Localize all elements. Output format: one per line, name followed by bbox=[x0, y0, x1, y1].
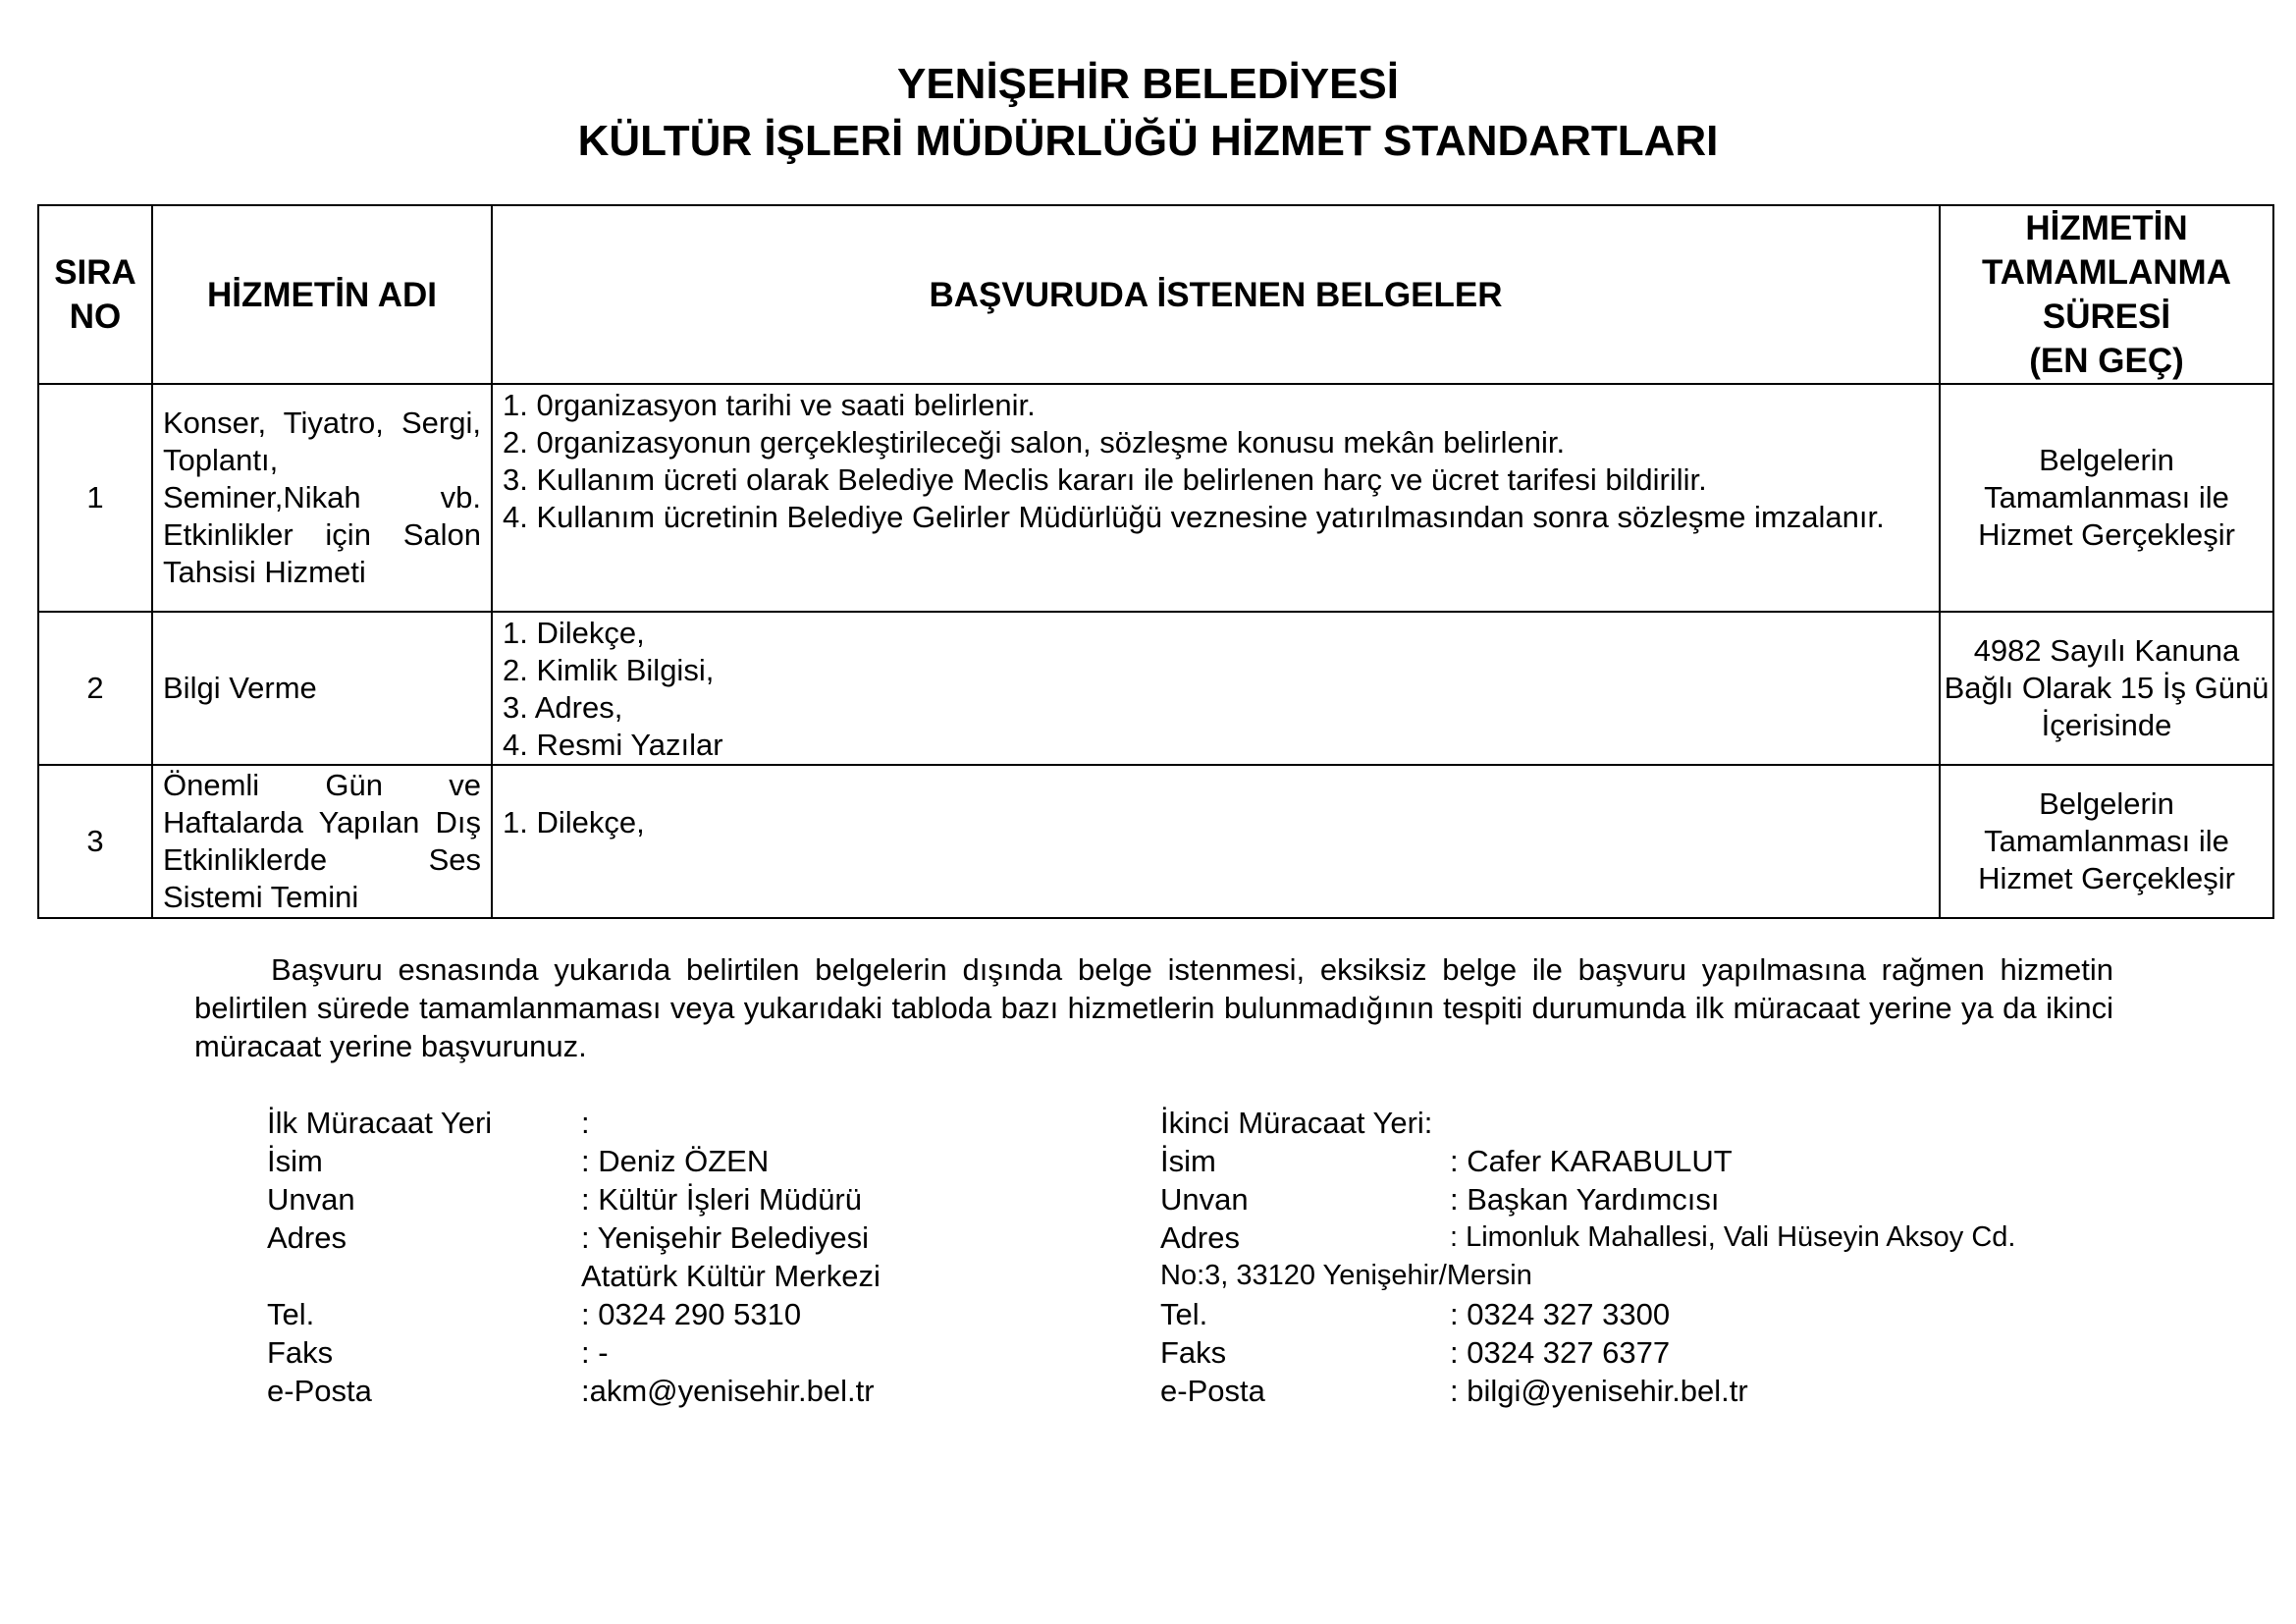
completion-duration: 4982 Sayılı Kanuna Bağlı Olarak 15 İş Günü İçerisinde bbox=[1940, 612, 2273, 765]
table-header-row bbox=[38, 205, 2273, 384]
second-contact-fax-label: Faks bbox=[1160, 1335, 1227, 1370]
first-contact-address-label: Adres bbox=[267, 1220, 347, 1255]
row-number: 1 bbox=[38, 384, 152, 612]
second-contact-fax: : 0324 327 6377 bbox=[1450, 1335, 1671, 1370]
first-contact-heading-colon: : bbox=[581, 1106, 590, 1140]
header-sira-no-line2: NO bbox=[69, 298, 122, 336]
document-item: 1. 0rganizasyon tarihi ve saati belirlenir. bbox=[503, 388, 1036, 422]
first-contact-email-label: e-Posta bbox=[267, 1374, 372, 1408]
second-contact-email: : bilgi@yenisehir.bel.tr bbox=[1450, 1374, 1748, 1408]
header-duration-line2: TAMAMLANMA bbox=[1981, 253, 2231, 292]
page-title-line2: KÜLTÜR İŞLERİ MÜDÜRLÜĞÜ HİZMET STANDARTLARI bbox=[577, 117, 1719, 165]
document-item: 1. Dilekçe, bbox=[503, 616, 645, 650]
document-item: 4. Resmi Yazılar bbox=[503, 728, 723, 762]
row-number: 3 bbox=[38, 765, 152, 918]
first-contact-heading: İlk Müracaat Yeri bbox=[267, 1106, 493, 1140]
document-item: 2. Kimlik Bilgisi, bbox=[503, 653, 715, 687]
required-documents bbox=[492, 384, 1940, 612]
header-duration bbox=[1940, 205, 2273, 384]
second-contact-address-line1: : Limonluk Mahallesi, Vali Hüseyin Aksoy Cd. bbox=[1450, 1221, 2016, 1253]
completion-duration: Belgelerin Tamamlanması ile Hizmet Gerçekleşir bbox=[1940, 765, 2273, 918]
page-title-line1: YENİŞEHİR BELEDİYESİ bbox=[896, 60, 1399, 108]
second-contact-heading: İkinci Müracaat Yeri: bbox=[1160, 1106, 1433, 1140]
first-contact-address-line1: : Yenişehir Belediyesi bbox=[581, 1220, 869, 1255]
first-contact-title: : Kültür İşleri Müdürü bbox=[581, 1182, 862, 1217]
header-service-name: HİZMETİN ADI bbox=[152, 205, 492, 384]
first-contact-phone-label: Tel. bbox=[267, 1297, 315, 1331]
required-documents bbox=[492, 765, 1940, 918]
second-contact-name-label: İsim bbox=[1160, 1144, 1216, 1178]
first-contact-name: : Deniz ÖZEN bbox=[581, 1144, 770, 1178]
document-item: 3. Kullanım ücreti olarak Belediye Meclis kararı ile belirlenen harç ve ücret tarifesi bildirilir. bbox=[503, 462, 1707, 497]
table-row bbox=[38, 612, 2273, 765]
completion-duration: Belgelerin Tamamlanması ile Hizmet Gerçekleşir bbox=[1940, 384, 2273, 612]
required-documents bbox=[492, 612, 1940, 765]
second-contact-title-label: Unvan bbox=[1160, 1182, 1249, 1217]
table-row bbox=[38, 765, 2273, 918]
first-contact-name-label: İsim bbox=[267, 1144, 323, 1178]
application-note: Başvuru esnasında yukarıda belirtilen belgelerin dışında belge istenmesi, eksiksiz belge ile başvuru yapılmasına rağmen hizmetin belirtilen sürede tamamlanmaması veya yukarıdaki tabloda bazı hizmetlerin bulunmadığının tespiti durumunda ilk müracaat yerine ya da ikinci müracaat yerine başvurunuz. bbox=[194, 952, 2113, 1063]
second-contact-name: : Cafer KARABULUT bbox=[1450, 1144, 1733, 1178]
document-item: 1. Dilekçe, bbox=[503, 805, 645, 839]
second-contact-title: : Başkan Yardımcısı bbox=[1450, 1182, 1720, 1217]
row-number: 2 bbox=[38, 612, 152, 765]
header-sira-no bbox=[38, 205, 152, 384]
second-contact-phone-label: Tel. bbox=[1160, 1297, 1208, 1331]
document-item: 3. Adres, bbox=[503, 690, 623, 725]
header-documents: BAŞVURUDA İSTENEN BELGELER bbox=[492, 205, 1940, 384]
first-contact-block bbox=[267, 1104, 881, 1410]
first-contact-fax-label: Faks bbox=[267, 1335, 334, 1370]
document-item: 2. 0rganizasyonun gerçekleştirileceği salon, sözleşme konusu mekân belirlenir. bbox=[503, 425, 1566, 460]
header-sira-no-line1: SIRA bbox=[54, 253, 136, 292]
service-name: Konser, Tiyatro, Sergi, Toplantı, Seminer,Nikah vb. Etkinlikler için Salon Tahsisi Hizmeti bbox=[152, 384, 492, 612]
first-contact-fax: : - bbox=[581, 1335, 609, 1370]
second-contact-address-line2: No:3, 33120 Yenişehir/Mersin bbox=[1160, 1260, 1532, 1291]
service-name: Bilgi Verme bbox=[152, 612, 492, 765]
first-contact-email: :akm@yenisehir.bel.tr bbox=[581, 1374, 875, 1408]
header-duration-line3: SÜRESİ bbox=[2042, 298, 2171, 336]
table-row bbox=[38, 384, 2273, 612]
first-contact-address-line2: Atatürk Kültür Merkezi bbox=[581, 1259, 881, 1293]
first-contact-title-label: Unvan bbox=[267, 1182, 355, 1217]
first-contact-phone: : 0324 290 5310 bbox=[581, 1297, 802, 1331]
second-contact-email-label: e-Posta bbox=[1160, 1374, 1265, 1408]
service-standards-table bbox=[37, 204, 2274, 919]
document-item: 4. Kullanım ücretinin Belediye Gelirler Müdürlüğü veznesine yatırılmasından sonra sözleşme imzalanır. bbox=[503, 500, 1885, 534]
header-duration-line1: HİZMETİN bbox=[2025, 209, 2188, 247]
second-contact-phone: : 0324 327 3300 bbox=[1450, 1297, 1671, 1331]
second-contact-block bbox=[1160, 1104, 2016, 1410]
second-contact-address-label: Adres bbox=[1160, 1220, 1240, 1255]
service-name: Önemli Gün ve Haftalarda Yapılan Dış Etkinliklerde Ses Sistemi Temini bbox=[152, 765, 492, 918]
header-duration-line4: (EN GEÇ) bbox=[2029, 342, 2184, 380]
